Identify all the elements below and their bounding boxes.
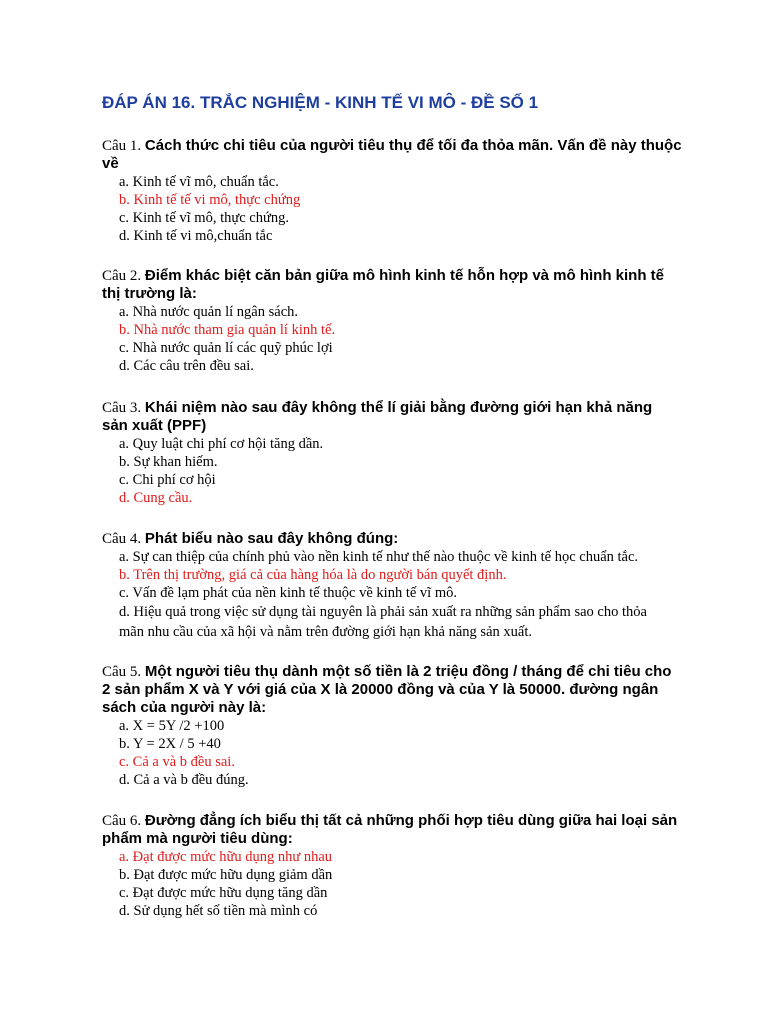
question-text: Khái niệm nào sau đây không thể lí giải bằng đường giới hạn khả năng sản xuất (PPF)	[102, 399, 653, 434]
question-number: Câu 2.	[102, 268, 142, 284]
answer-options	[102, 435, 682, 507]
question-text: Cách thức chi tiêu của người tiêu thụ để tối đa thỏa mãn. Vấn đề này thuộc về	[102, 137, 682, 172]
question-heading	[102, 137, 682, 173]
answer-option-b-correct: b. Nhà nước tham gia quản lí kinh tế.	[119, 322, 336, 338]
question-text: Điểm khác biệt căn bản giữa mô hình kinh tế hỗn hợp và mô hình kinh tế thị trường là:	[102, 267, 665, 302]
question-2	[102, 267, 682, 375]
answer-option-c: c. Nhà nước quản lí các quỹ phúc lợi	[119, 340, 333, 356]
question-text: Phát biểu nào sau đây không đúng:	[144, 530, 399, 547]
answer-option-d: d. Kinh tế vi mô,chuẩn tắc	[119, 228, 273, 244]
question-heading	[102, 530, 682, 548]
answer-option-b: b. Đạt được mức hữu dụng giảm dần	[119, 867, 333, 883]
question-5	[102, 663, 682, 789]
answer-option-c: c. Vấn đề lạm phát của nền kinh tế thuộc về kinh tế vĩ mô.	[119, 585, 457, 601]
answer-option-d: d. Các câu trên đều sai.	[119, 358, 254, 374]
question-heading	[102, 812, 682, 848]
answer-option-c-correct: c. Cả a và b đều sai.	[119, 754, 235, 770]
answer-options	[102, 717, 682, 789]
answer-option-a: a. Quy luật chi phí cơ hội tăng dần.	[119, 436, 324, 452]
question-number: Câu 1.	[102, 138, 142, 154]
question-text: Một người tiêu thụ dành một số tiền là 2 triệu đồng / tháng để chi tiêu cho 2 sản phẩm X và Y với giá của X là 20000 đồng và của Y là 50000. đường ngân sách của người này là:	[102, 663, 672, 716]
question-3	[102, 399, 682, 507]
answer-option-d-correct: d. Cung cầu.	[119, 490, 193, 506]
answer-option-d: d. Cả a và b đều đúng.	[119, 772, 249, 788]
answer-option-a-correct: a. Đạt được mức hữu dụng như nhau	[119, 849, 333, 865]
answer-option-c: c. Chi phí cơ hội	[119, 472, 216, 488]
question-number: Câu 4.	[102, 531, 142, 547]
answer-options	[102, 173, 682, 245]
answer-option-a: a. X = 5Y /2 +100	[119, 718, 225, 734]
answer-option-a: a. Nhà nước quản lí ngân sách.	[119, 304, 298, 320]
answer-option-c: c. Kinh tế vĩ mô, thực chứng.	[119, 210, 289, 226]
answer-option-d: d. Sử dụng hết số tiền mà mình có	[119, 903, 318, 919]
answer-option-b-correct: b. Kinh tế tế vi mô, thực chứng	[119, 192, 301, 208]
answer-option-b: b. Y = 2X / 5 +40	[119, 736, 221, 752]
question-4	[102, 530, 682, 642]
question-number: Câu 6.	[102, 813, 142, 829]
question-number: Câu 5.	[102, 664, 142, 680]
answer-option-b-correct: b. Trên thị trường, giá cả của hàng hóa là do người bán quyết định.	[119, 567, 507, 583]
question-heading	[102, 663, 682, 717]
question-number: Câu 3.	[102, 400, 142, 416]
question-6	[102, 812, 682, 920]
answer-options	[102, 548, 674, 642]
answer-options	[102, 848, 682, 920]
answer-option-d: d. Hiệu quả trong việc sử dụng tài nguyên là phải sản xuất ra những sản phẩm sao cho thỏa mãn nhu cầu của xã hội và nằm trên đường giới hạn khả năng sản xuất.	[119, 604, 647, 640]
question-text: Đường đẳng ích biểu thị tất cả những phối hợp tiêu dùng giữa hai loại sản phẩm mà người tiêu dùng:	[102, 812, 678, 847]
question-1	[102, 137, 682, 245]
question-heading	[102, 399, 682, 435]
answer-option-a: a. Kinh tế vĩ mô, chuẩn tắc.	[119, 174, 279, 190]
answer-options	[102, 303, 682, 375]
answer-option-b: b. Sự khan hiếm.	[119, 454, 218, 470]
answer-option-c: c. Đạt được mức hữu dụng tăng dần	[119, 885, 328, 901]
question-heading	[102, 267, 682, 303]
page-title: ĐÁP ÁN 16. TRẮC NGHIỆM - KINH TẾ VI MÔ - ĐỀ SỐ 1	[102, 93, 539, 112]
answer-option-a: a. Sự can thiệp của chính phủ vào nền kinh tế như thế nào thuộc về kinh tế học chuẩn tắc.	[119, 549, 639, 565]
